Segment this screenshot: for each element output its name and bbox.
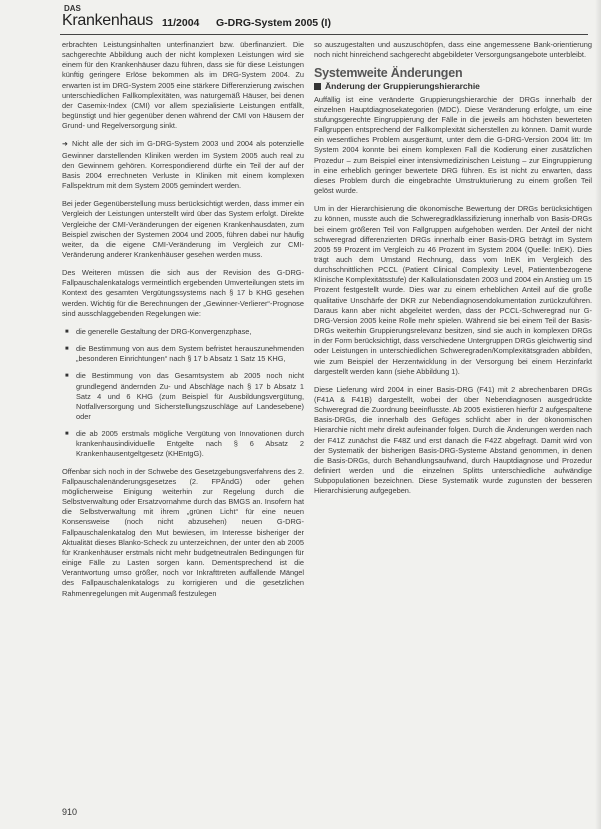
subsection-heading: [314, 81, 592, 91]
right-paragraph-2: Um in der Hierarchisierung die ökonomische Bewertung der DRGs berücksichtigen zu können, musste auch die Schweregradklassifizierung innerhalb von Basis-DRGs bei einem größeren Teil von Fallgruppen aufgehoben werden. Der Anteil der nicht schweregrad differenzierten DRGs innerhalb einer Basis-DRG beträgt im System 2005 59 Prozent im Vergleich zu 46 Prozent im System 2004 (Quelle: InEK). Dies trägt auch dem Umstand Rechnung, dass vom InEK im Vergleich des durchschnittlichen PCCL (Patient Clinical Complexity Level, Patientenbezogene Klinische Komplexitätsstufe) der Kalkulationsdaten 2003 und 2004 ein Anstieg um 15 Prozent festgestellt wurde. Dies war zu einem erheblichen Anteil auf die große qualitative Unschärfe der DKR zur Nebendiagnosendokumentation zurückzuführen. Daraus kann aber nicht abgeleitet werden, dass der PCCL-Schweregrad nur G-DRG-Version 2005 keine Rolle mehr spielen. Während sie bei einem Teil der Basis-DRGs weiterhin Gruppierungsrelevanz besitzen, sind sie auch in komplexen DRGs in der Form berücksichtigt, dass verschiedene Untergruppen DRGs gleichwertig sind oder Leistungen in unterschiedlichen Schweregraden/Komplexitätsgraden abbilden, wie zum Beispiel der Herzentwicklung in der Versorgung bei einem Herzinfarkt dargestellt werden kann (siehe Abbildung 1).: [314, 204, 592, 376]
bullet-square-icon: ■: [65, 346, 69, 353]
left-column: [62, 40, 304, 607]
issue-number: 11/2004: [162, 17, 200, 29]
bullet-square-icon: ■: [65, 328, 69, 335]
page-edge-shadow: [595, 0, 601, 829]
section-heading: Systemweite Änderungen: [314, 66, 463, 81]
right-paragraph-0: so auszugestalten und auszuschöpfen, dass eine angemessene Bank-orientierung noch nicht hinreichend sachgerecht abgebildeter Versorgungsangebote unterbleibt.: [314, 40, 592, 60]
journal-prefix: DAS: [64, 4, 81, 13]
list-item: [62, 429, 304, 459]
bullet-square-icon: ■: [65, 373, 69, 380]
list-item-text: die Bestimmung von aus dem System befristet herauszunehmenden „besonderen Einrichtungen“ nach § 17 b Absatz 1 Satz 15 KHG,: [76, 344, 304, 364]
page-header: [60, 4, 594, 38]
arrow-marker-icon: ➜: [62, 141, 68, 149]
header-rule: [60, 34, 588, 35]
left-paragraph-3: Bei jeder Gegenüberstellung muss berücksichtigt werden, dass immer ein Vergleich der Leistungen unterstellt wird über das System erfolgt. Direkte Vergleiche der CMI-Veränderungen der eigenen Krankenhausdaten, zum Beispiel zwischen der Systemen 2004 und 2005, führen dabei nur häufig weiter, da die eigene CMI-Veränderung im Vergleich zur CMI-Veränderung anderer Krankenhäuser gesehen werden muss.: [62, 199, 304, 259]
right-paragraph-3: Diese Lieferung wird 2004 in einer Basis-DRG (F41) mit 2 abrechenbaren DRGs (F41A & F41B) dargestellt, wobei der über Nebendiagnosen ausgedrückte Schweregrad die Zuordnung beeinflusste. Ab 2005 existieren hierfür 2 aufgespaltene Basis-DRGs, die innerhalb des Gefüges schlicht aber in der ökonomischen Hierarchie nicht mehr direkt aufeinander folgen. Durch die Änderungen werden nach der F41Z zunächst die F48Z und erst danach die F42Z abgefragt. Damit wird von der Systematik der bisherigen Basis-DRG-Systeme Abstand genommen, in denen die Basis-DRGs, durch Behandlungsaufwand, durch Hauptdiagnose und Prozedur definiert werden und die einzelnen Splitts unterschiedliche aufwändige Subpopulationen bezeichnen. Diese Systematik wurde zugunsten der besseren Hierarchisierung aufgegeben.: [314, 384, 592, 496]
journal-title: Krankenhaus: [62, 12, 153, 29]
list-item-text: die generelle Gestaltung der DRG-Konvergenzphase,: [76, 326, 252, 336]
section-title: G-DRG-System 2005 (I): [216, 17, 331, 29]
left-paragraph-4: Des Weiteren müssen die sich aus der Revision des G-DRG-Fallpauschalenkatalogs vermeintlich ergebenden Umverteilungen stets im Kontext des gesamten Vergütungssystems nach § 17 b KHG gesehen werden. Wichtig für die Berechnungen der „Gewinner-Verlierer“-Prognose sind ausschlaggebenden Regelungen wie:: [62, 268, 304, 318]
list-item: [62, 344, 304, 364]
list-item-text: die Bestimmung von das Gesamtsystem ab 2005 noch nicht grundlegend ändernden Zu- und Abschläge nach § 17 b Absatz 1 Satz 4 und 6 KHG (zum Beispiel für Ausbildungsvergütung, Notfallversorgung und Sicherstellungszuschläge auf Landesebene) oder: [76, 371, 304, 421]
right-paragraph-1: Auffällig ist eine veränderte Gruppierungshierarchie der DRGs innerhalb der einzelnen Hauptdiagnosekategorien (MDC). Diese Veränderung erfolgte, um eine stufungsgerechte Eingruppierung der Fälle in die jeweils am höchsten bewerteten Fallgruppen entsprechend der Fallkomplexität sicherstellen zu können. Damit wurde ein wesentliches Problem ausgeräumt, unter dem die G-DRG-Version 2004 litt: Im System 2004 konnte bei einem komplexen Fall die Kodierung einer zusätzlichen Prozedur – zum Beispiel einer intensivmedizinischen Leistung – zur Eingruppierung in eine erheblich geringer bewertete DRG führen. Es ist nicht zu erwarten, dass dieses Problem durch die eingebrachte Umstrukturierung zu einem großen Teil gelöst wurde.: [314, 94, 592, 196]
square-marker-icon: [314, 83, 321, 90]
page-number: 910: [62, 807, 78, 817]
subsection-heading-text: Änderung der Gruppierungshierarchie: [325, 81, 480, 92]
left-paragraph-2-text: Nicht alle der sich im G-DRG-System 2003 und 2004 als potenzielle Gewinner darstellenden Kliniken werden im System 2005 auch real zu den Gewinnern gehören. Korrespondierend dürfte ein Teil der auf der Basis 2004 errechneten Verluste in Kliniken mit einem komplexen Fallspektrum mit dem System 2005 gemindert werden.: [62, 139, 304, 191]
list-item: [62, 327, 304, 337]
right-column: [314, 40, 592, 505]
list-item-text: die ab 2005 erstmals mögliche Vergütung von Innovationen durch krankenhausindividuelle Entgelte nach § 6 Absatz 2 Krankenhausentgeltgesetz (KHEntgG).: [76, 429, 304, 459]
left-paragraph-5: Offenbar sich noch in der Schwebe des Gesetzgebungsverfahrens des 2. Fallpauschalenänderungsgesetzes (2. FPÄndG) oder gehen möglicherweise Einigung weiterhin zur Regelung durch die Selbstverwaltung oder Ersatzvornahme durch das BMGS an. Insofern hat die Selbstverwaltung mit ihrem „grünen Licht“ für eine neuen Konsensweise (noch nicht abzusehen) neuen G-DRG-Fallpauschalenkatalog den Mut bewiesen, im Interesse bisheriger der Aktualität dieses Blanko-Scheck zu unterzeichnen, der unter den ab 2005 für Krankenhäuser erstmals nicht mehr budgetneutralen Bedingungen für einige Fälle zu Lasten sorgen kann. Dementsprechend ist die Verantwortung umso größer, noch vor Inkrafttreten auffallende Mängel des Fallpauschalenkatalogs zu korrigieren und die gesetzlichen Rahmenregelungen mit Augenmaß festzulegen: [62, 466, 304, 598]
bullet-square-icon: ■: [65, 431, 69, 438]
list-item: [62, 371, 304, 422]
left-paragraph-2: [62, 139, 304, 191]
left-paragraph-1: erbrachten Leistungsinhalten unterfinanziert bzw. überfinanziert. Die sachgerechte Abbildung auch der nicht komplexen Leistungen wird sie einem für den Krankenhäuser dazu führen, dass sie für diese Leistungen künftig geringere Erlöse bekommen als im DRG-System 2004. Zu erwarten ist im DRG-System 2005 eine stärkere Differenzierung zwischen unterschiedlichen Fallkomplexitäten, was naturgemäß Häuser, bei denen der Casemix-Index (CMI) vor allem spezialisierte Leistungen entfällt, begünstigt und hier gegenüber denen während der CMI von Häusern der Grund- und Regelversorgung sinkt.: [62, 40, 304, 131]
